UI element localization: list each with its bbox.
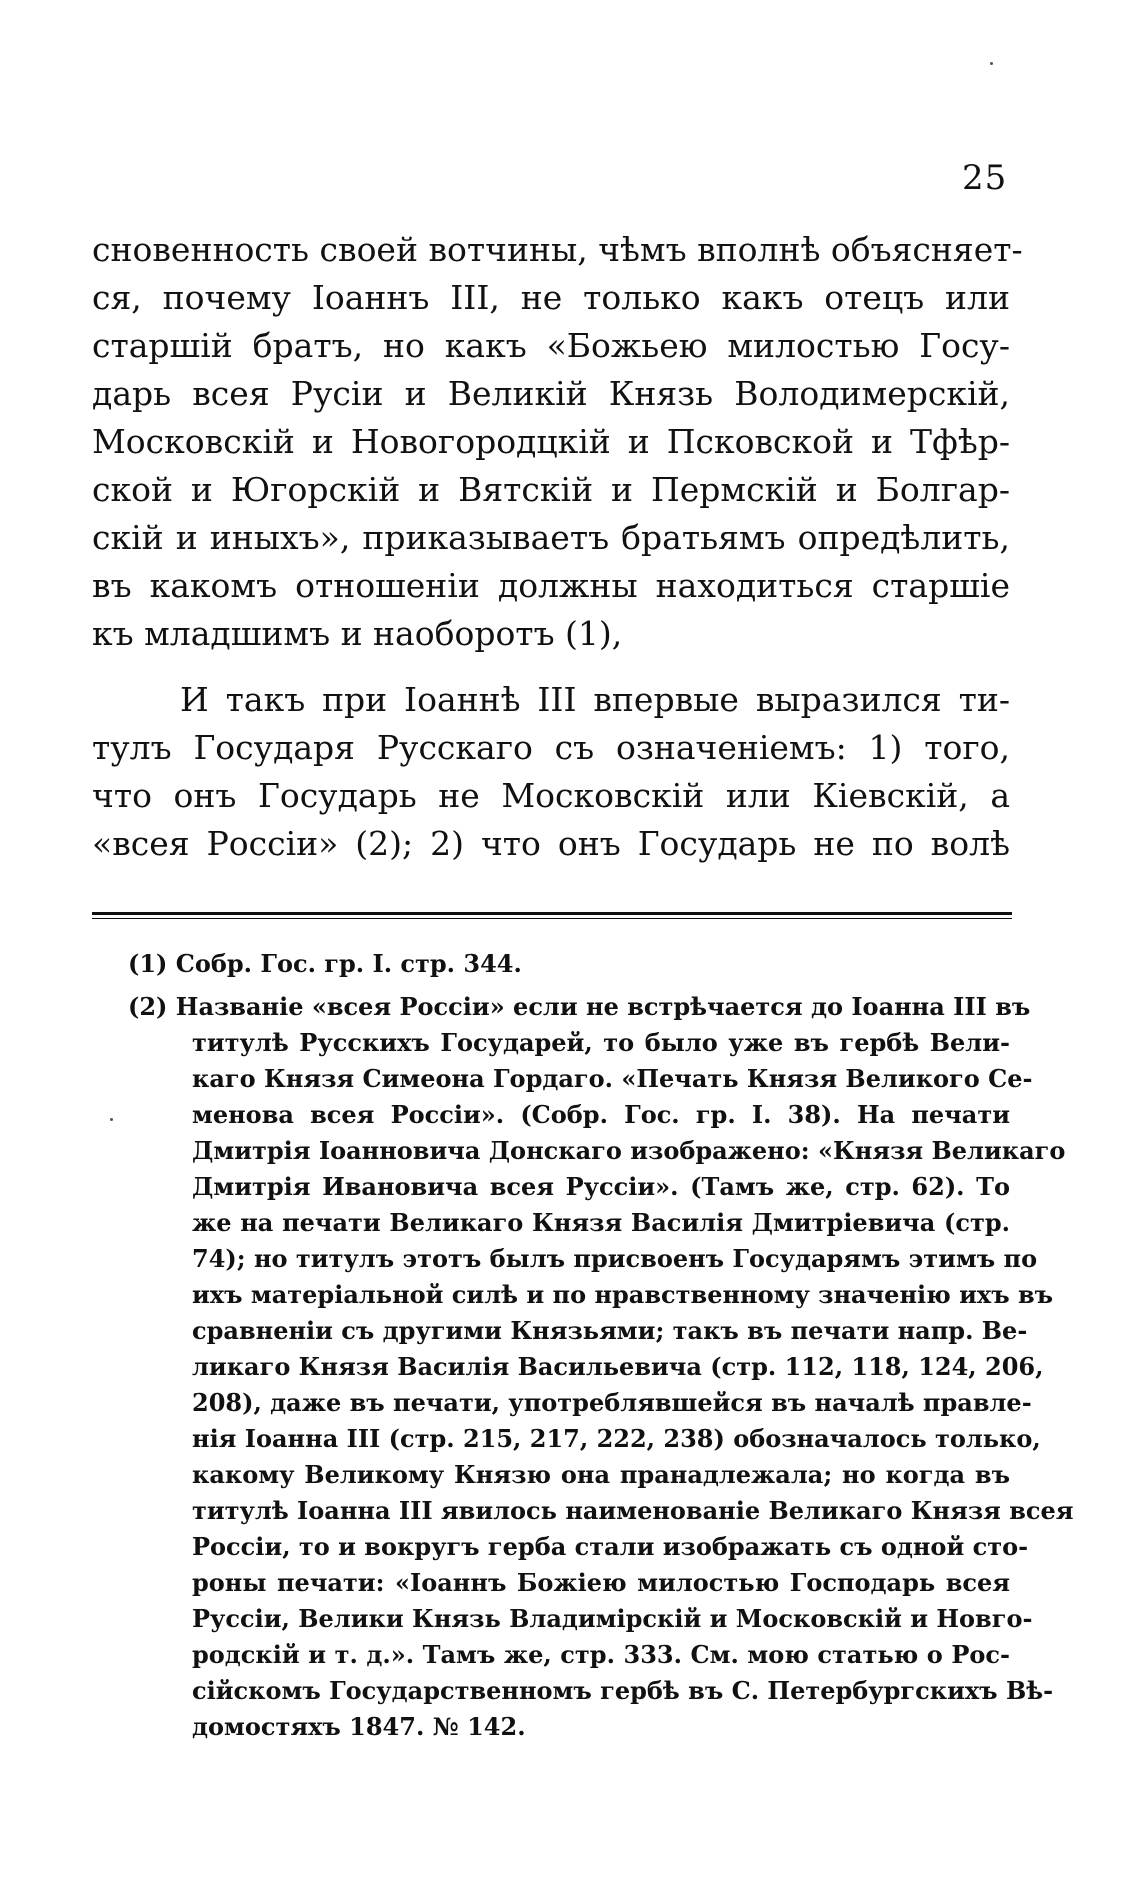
- footnote-2-line: менова всея Россіи». (Собр. Гос. гр. I. 38). На печати: [192, 1100, 1010, 1129]
- footnote-2-line: Руссіи, Велики Князь Владимірскій и Московскій и Новго-: [192, 1604, 1033, 1633]
- footnote-2-line: Россіи, то и вокругъ герба стали изображать съ одной сто-: [192, 1532, 1029, 1561]
- body-line: «всея Россіи» (2); 2) что онъ Государь не по волѣ: [92, 824, 1010, 863]
- footnote-2-line: сійскомъ Государственномъ гербѣ въ С. Петербургскихъ Вѣ-: [192, 1676, 1054, 1705]
- paper-speck: [110, 1118, 113, 1121]
- body-line: дарь всея Русіи и Великій Князь Володимерскій,: [92, 374, 1010, 413]
- body-line: ся, почему Іоаннъ III, не только какъ отецъ или: [92, 278, 1010, 317]
- footnote-2-line: ликаго Князя Василія Васильевича (стр. 112, 118, 124, 206,: [192, 1352, 1044, 1381]
- footnote-2-line: 208), даже въ печати, употреблявшейся въ началѣ правле-: [192, 1388, 1032, 1417]
- footnote-2-line: же на печати Великаго Князя Василія Дмитріевича (стр.: [192, 1208, 1010, 1237]
- footnote-2-line: титулѣ Русскихъ Государей, то было уже въ гербѣ Вели-: [192, 1028, 1010, 1057]
- footnote-2-line: (2) Названіе «всея Россіи» если не встрѣчается до Іоанна III въ: [128, 992, 1031, 1021]
- footnote-2-line: домостяхъ 1847. № 142.: [192, 1712, 526, 1741]
- body-line: тулъ Государя Русскаго съ означеніемъ: 1) того,: [92, 728, 1010, 767]
- body-line: ской и Югорскій и Вятскій и Пермскій и Болгар-: [92, 470, 1010, 509]
- body-line: Московскій и Новогородцкій и Псковской и Тфѣр-: [92, 422, 1010, 461]
- footnote-2-line: какому Великому Князю она пранадлежала; но когда въ: [192, 1460, 1010, 1489]
- footnote-2-line: 74); но титулъ этотъ былъ присвоенъ Государямъ этимъ по: [192, 1244, 1038, 1273]
- body-line: сновенность своей вотчины, чѣмъ вполнѣ объясняет-: [92, 230, 1023, 269]
- body-line: къ младшимъ и наоборотъ (1),: [92, 614, 623, 653]
- footnote-separator-thin: [92, 918, 1012, 919]
- footnote-2-line: родскій и т. д.». Тамъ же, стр. 333. См. мою статью о Рос-: [192, 1640, 1010, 1669]
- paper-speck: [990, 62, 993, 65]
- page-number: 25: [962, 158, 1008, 198]
- body-line: что онъ Государь не Московскій или Кіевскій, а: [92, 776, 1010, 815]
- footnote-2-line: Дмитрія Іоанновича Донскаго изображено: «Князя Великаго: [192, 1136, 1066, 1165]
- body-line: старшій братъ, но какъ «Божьею милостью Госу-: [92, 326, 1010, 365]
- footnote-2-line: роны печати: «Іоаннъ Божіею милостью Господарь всея: [192, 1568, 1010, 1597]
- footnote-2-line: титулѣ Іоанна III явилось наименованіе Великаго Князя всея: [192, 1496, 1074, 1525]
- footnote-2-line: ихъ матеріальной силѣ и по нравственному значенію ихъ въ: [192, 1280, 1054, 1309]
- footnote-2-line: Дмитрія Ивановича всея Руссіи». (Тамъ же, стр. 62). То: [192, 1172, 1010, 1201]
- footnote-1: (1) Собр. Гос. гр. I. стр. 344.: [128, 949, 522, 978]
- footnote-2-line: сравненіи съ другими Князьями; такъ въ печати напр. Ве-: [192, 1316, 1028, 1345]
- body-line: И такъ при Іоаннѣ III впервые выразился ти-: [180, 680, 1010, 719]
- body-line: въ какомъ отношеніи должны находиться старшіе: [92, 566, 1010, 605]
- footnote-2-line: каго Князя Симеона Гордаго. «Печать Князя Великого Се-: [192, 1064, 1033, 1093]
- footnote-separator: [92, 912, 1012, 915]
- footnote-2-line: нія Іоанна III (стр. 215, 217, 222, 238) обозначалось только,: [192, 1424, 1041, 1453]
- body-line: скій и иныхъ», приказываетъ братьямъ опредѣлить,: [92, 518, 1010, 557]
